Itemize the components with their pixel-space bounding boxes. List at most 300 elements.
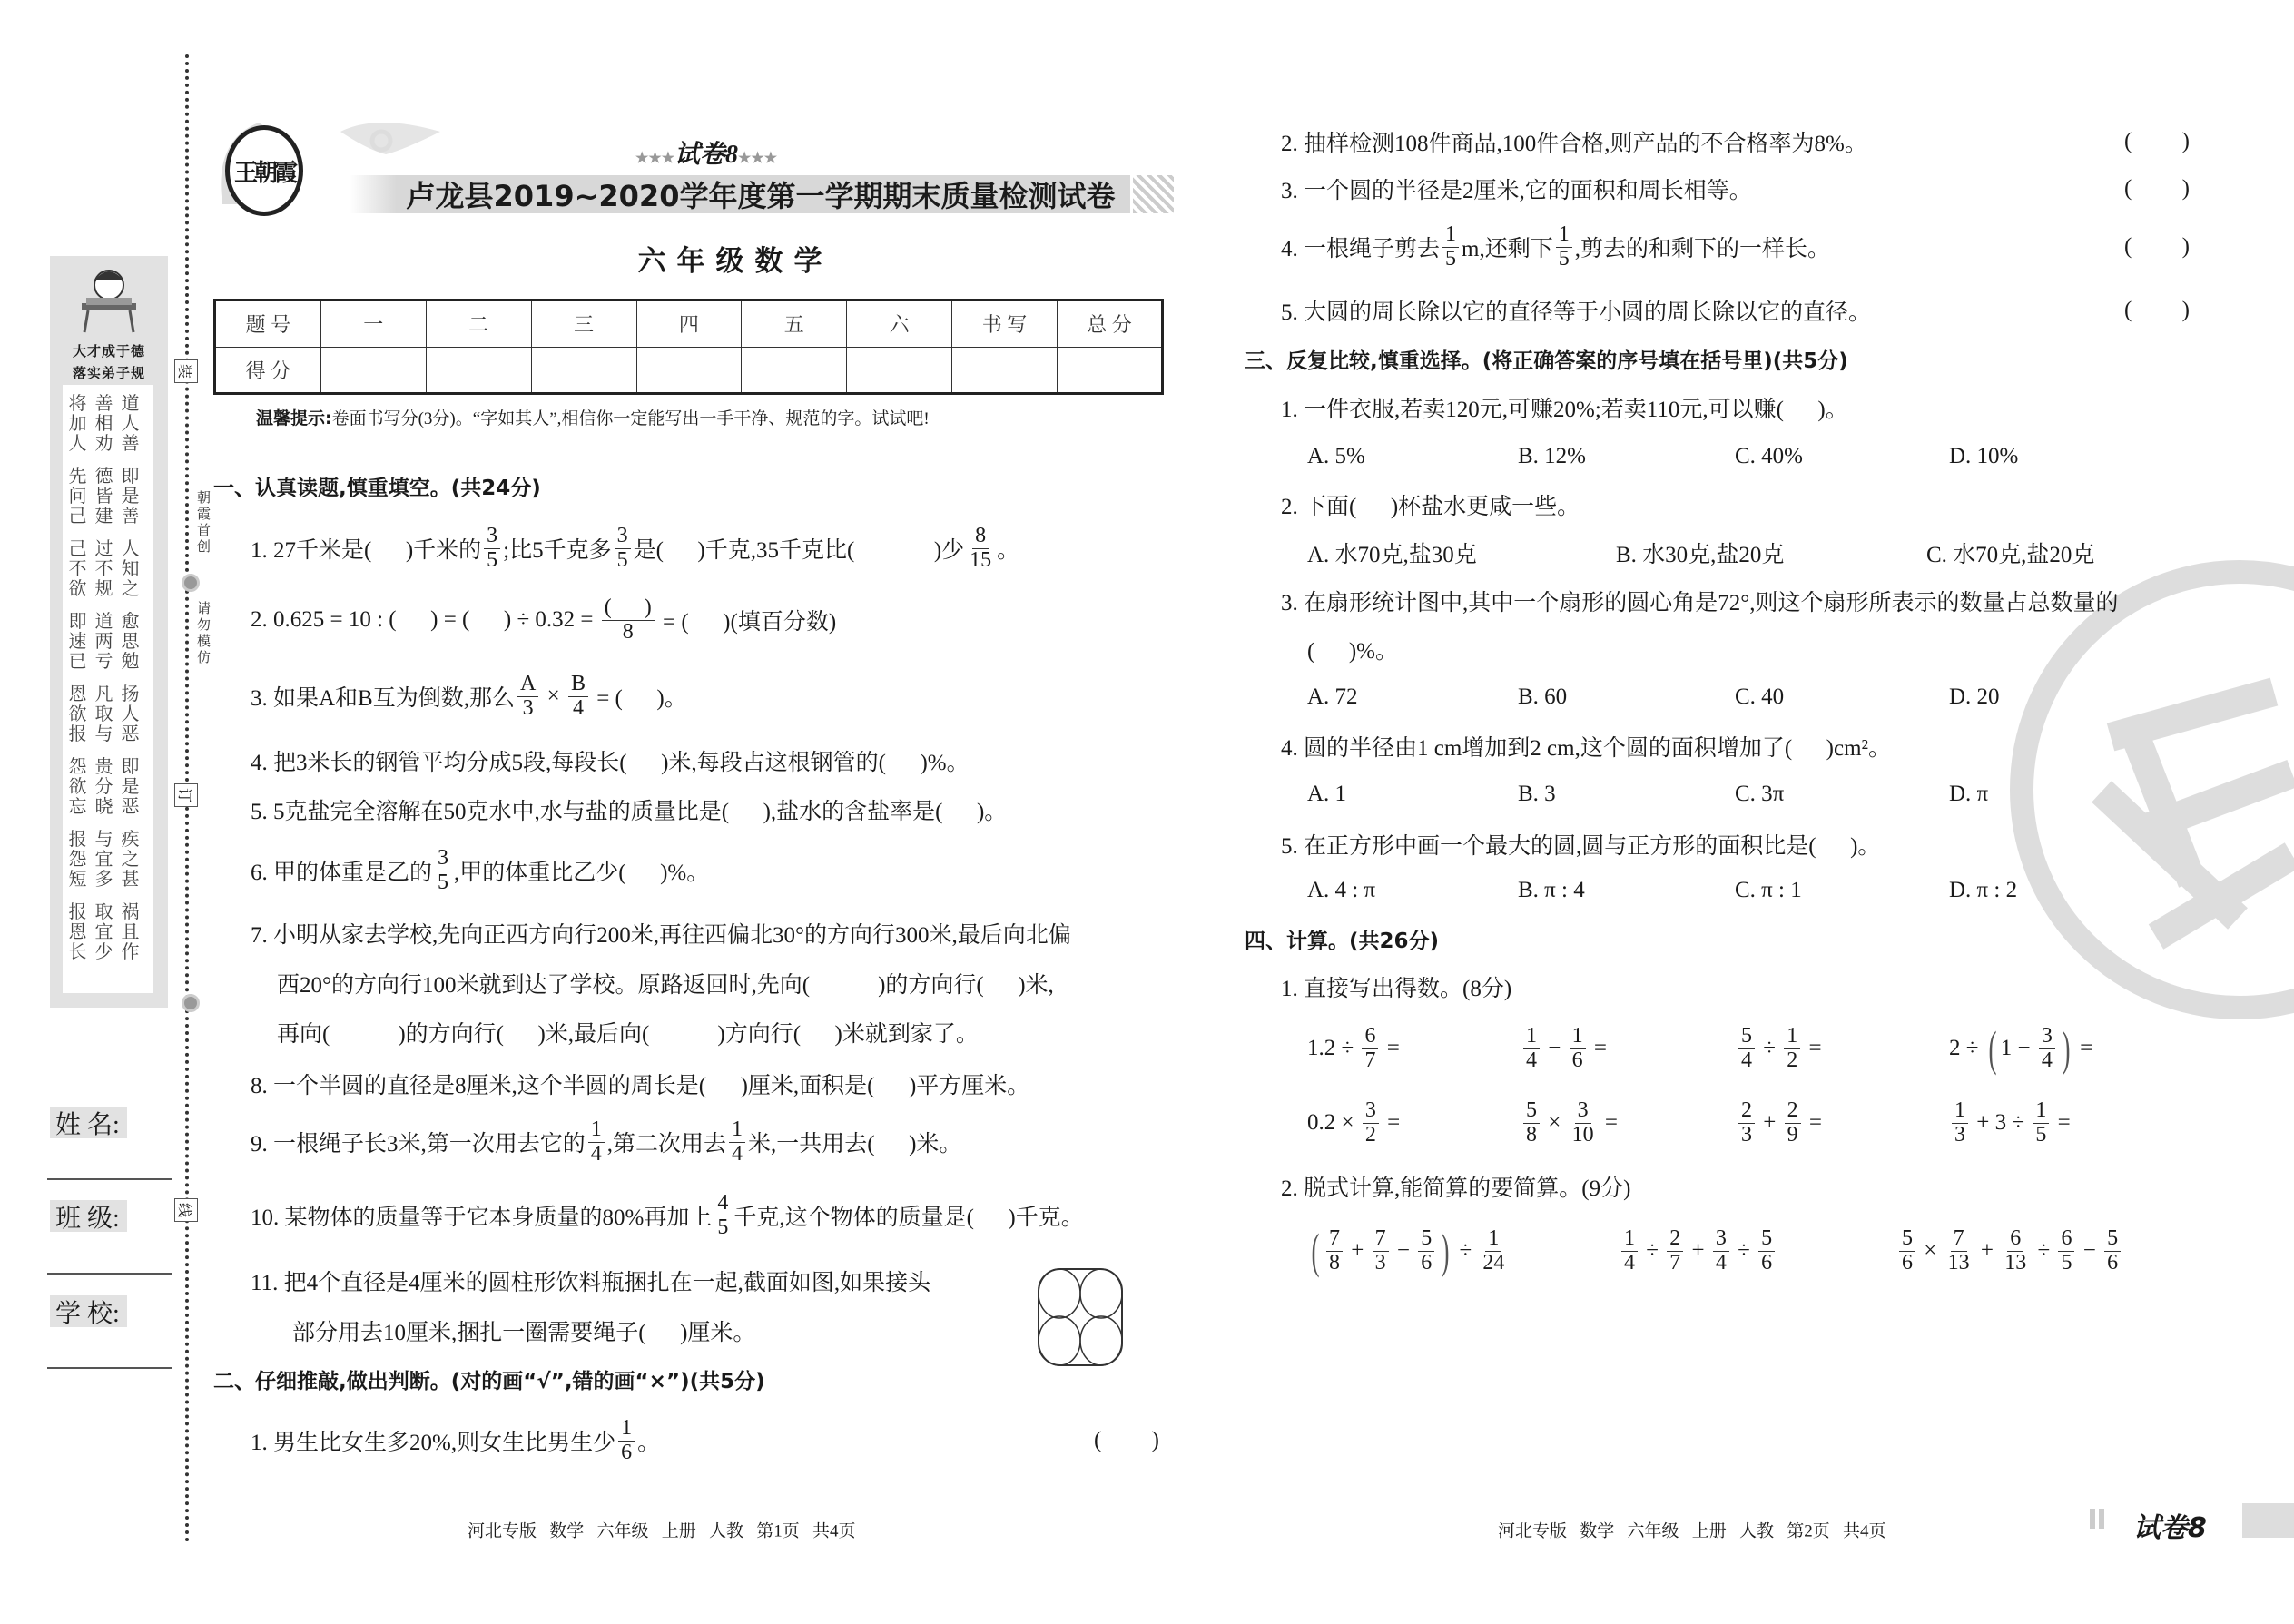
denominator: 8 <box>1328 1250 1340 1275</box>
text-segment: = <box>1803 1110 1822 1135</box>
denominator: 5 <box>2061 1250 2072 1275</box>
text-segment: 1. 直接写出得数。(8分) <box>1281 977 1512 1001</box>
text-segment: ÷ <box>1453 1238 1478 1263</box>
text-segment: × <box>541 684 566 708</box>
poem-stanza <box>68 539 148 599</box>
poem-row: 恩宜且 <box>68 922 148 942</box>
text-segment: m,还剩下 <box>1462 237 1553 261</box>
paren-open: ( <box>2124 176 2132 201</box>
text-segment: − <box>1391 1238 1416 1263</box>
big-paren: ) <box>2062 1021 2071 1076</box>
choice-option[interactable]: C. 40 <box>1735 684 1785 709</box>
text-segment: = ( )。 <box>590 686 687 711</box>
text-segment: 2. 脱式计算,能简算的要简算。(9分) <box>1281 1176 1631 1201</box>
text-segment: 4. 一根绳子剪去 <box>1281 237 1441 261</box>
numerator: 3 <box>435 847 451 871</box>
poem-row: 欲规之 <box>68 579 148 599</box>
numerator: 3 <box>615 525 631 548</box>
fraction <box>1362 1025 1378 1071</box>
score-input-cell[interactable] <box>636 347 742 394</box>
denominator: 5 <box>487 547 498 572</box>
fraction <box>568 673 588 719</box>
score-header-cell: 四 <box>636 300 742 348</box>
choice-option[interactable]: D. π <box>1949 782 1989 806</box>
poem-stanza <box>68 394 148 454</box>
fraction <box>1442 223 1459 270</box>
tip-label: 温馨提示: <box>256 408 332 428</box>
denominator: 10 <box>1571 1122 1594 1147</box>
fraction <box>1570 1025 1586 1071</box>
text-segment: 1. 男生比女生多20%,则女生比男生少 <box>251 1431 616 1455</box>
fraction <box>435 847 451 893</box>
swirl-icon <box>182 994 200 1012</box>
text-segment: × <box>1918 1238 1943 1263</box>
fraction <box>1667 1227 1683 1274</box>
score-header-cell: 题 号 <box>215 300 321 348</box>
page-footer-1: 河北专版 数学 六年级 上册 人教 第1页 共4页 <box>468 1521 856 1541</box>
paren-open: ( <box>2124 234 2132 259</box>
numerator: 2 <box>1738 1099 1755 1123</box>
poem-stanza <box>68 757 148 817</box>
fraction <box>714 1192 731 1238</box>
text-segment: = <box>1381 1110 1401 1135</box>
denominator: 4 <box>2041 1048 2053 1072</box>
fraction <box>729 1118 745 1165</box>
text-segment: ÷ <box>1757 1036 1782 1060</box>
poem-row: 欲分是 <box>68 777 148 797</box>
denominator: 4 <box>1715 1250 1727 1275</box>
denominator: 2 <box>1364 1122 1376 1147</box>
poem-stanza <box>68 902 148 962</box>
fraction <box>1570 1099 1597 1146</box>
fraction <box>1945 1227 1973 1274</box>
denominator: 5 <box>1445 246 1457 271</box>
poem-stanza <box>68 830 148 890</box>
text-segment: 。 <box>997 538 1020 563</box>
text-segment: 是( )千克,35千克比( )少 <box>633 538 965 563</box>
text-segment: 3. 一个圆的半径是2厘米,它的面积和周长相等。 <box>1281 179 1752 203</box>
section-4-heading: 四、计算。(共26分) <box>1245 929 1440 953</box>
fraction <box>1899 1227 1915 1274</box>
numerator: 1 <box>618 1417 635 1441</box>
poem-stanza <box>68 467 148 527</box>
choice-option[interactable]: B. π : 4 <box>1518 878 1585 902</box>
big-paren: ( <box>1988 1021 1997 1076</box>
numerator: 1 <box>1523 1025 1540 1048</box>
tag-gray-block <box>2242 1503 2294 1538</box>
vertical-note: 朝霞首创 <box>195 490 210 556</box>
fraction <box>517 673 538 719</box>
text-segment: 千克,这个物体的质量是( )千克。 <box>733 1206 1084 1230</box>
text-segment: 10. 某物体的质量等于它本身质量的80%再加上 <box>251 1206 713 1230</box>
choice-option[interactable]: A. 5% <box>1307 444 1365 468</box>
numerator: 3 <box>1713 1227 1729 1251</box>
choice-option[interactable]: B. 水30克,盐20克 <box>1616 543 1785 567</box>
name-input-line[interactable] <box>47 1178 172 1180</box>
denominator: 4 <box>732 1141 743 1166</box>
denominator: 4 <box>590 1141 602 1166</box>
poem-row: 报取祸 <box>68 902 148 922</box>
choice-option[interactable]: B. 3 <box>1518 782 1556 806</box>
denominator: 7 <box>1364 1048 1376 1072</box>
score-input-cell[interactable] <box>531 347 636 394</box>
fraction <box>1738 1099 1755 1146</box>
score-input-cell[interactable] <box>952 347 1058 394</box>
numerator: 7 <box>1326 1227 1343 1251</box>
big-paren: ( <box>1311 1224 1320 1278</box>
fraction <box>1784 1025 1800 1071</box>
fraction <box>2058 1227 2074 1274</box>
text-segment: − <box>1542 1036 1567 1060</box>
swirl-icon <box>182 574 200 592</box>
text-segment: 6. 甲的体重是乙的 <box>251 861 433 885</box>
fraction <box>1621 1227 1638 1274</box>
fraction <box>1713 1227 1729 1274</box>
fraction <box>588 1118 605 1165</box>
numerator: 1 <box>1621 1227 1638 1251</box>
denominator: 3 <box>522 695 534 720</box>
denominator: 6 <box>1761 1250 1773 1275</box>
denominator: 8 <box>622 619 634 644</box>
denominator: 4 <box>1624 1250 1635 1275</box>
numerator: 5 <box>1523 1099 1540 1123</box>
exam-number-title <box>635 134 777 171</box>
vertical-note: 请勿模仿 <box>195 601 210 666</box>
fraction <box>2104 1227 2121 1274</box>
score-header-cell: 一 <box>320 300 426 348</box>
denominator: 6 <box>1902 1250 1913 1275</box>
numerator: 1 <box>1442 223 1459 247</box>
text-segment: 7. 小明从家去学校,先向正西方向行200米,再往西偏北30°的方向行300米,最后向北偏 <box>251 923 1071 948</box>
exam-tag-footer: 试卷8 <box>2133 1512 2207 1544</box>
choice-option[interactable]: A. 1 <box>1307 782 1347 806</box>
text-segment: = <box>1381 1036 1400 1060</box>
paren-close: ) <box>2181 234 2190 259</box>
text-segment: 2. 0.625 = 10 : ( ) = ( ) ÷ 0.32 = <box>251 607 599 632</box>
numerator: 6 <box>1362 1025 1378 1048</box>
text-segment: 。 <box>637 1431 661 1455</box>
numerator: 3 <box>1575 1099 1591 1123</box>
score-header-cell: 六 <box>847 300 952 348</box>
four-circles-diagram <box>1037 1267 1124 1367</box>
choice-option[interactable]: A. 水70克,盐30克 <box>1307 543 1477 567</box>
poem-row: 不不知 <box>68 559 148 579</box>
text-segment: = <box>2073 1036 2093 1060</box>
text-segment: 1 − <box>2000 1036 2036 1060</box>
denominator: 6 <box>2107 1250 2119 1275</box>
numerator: 5 <box>1418 1227 1434 1251</box>
score-header-cell: 二 <box>426 300 531 348</box>
score-table-score-row <box>215 347 1163 394</box>
text-segment: 5. 5克盐完全溶解在50克水中,水与盐的质量比是( ),盐水的含盐率是( )。 <box>251 800 1008 824</box>
star-decoration: ★★★ <box>635 151 675 166</box>
text-segment: 1. 一件衣服,若卖120元,可赚20%;若卖110元,可以赚( )。 <box>1281 398 1848 422</box>
motto-line: 落实弟子规 <box>72 365 145 381</box>
denominator: 6 <box>1421 1250 1433 1275</box>
choice-option[interactable]: D. 10% <box>1949 444 2019 468</box>
fraction <box>1363 1099 1379 1146</box>
section-3-heading: 三、反复比较,慎重选择。(将正确答案的序号填在括号里)(共5分) <box>1245 349 1848 373</box>
score-header-cell: 五 <box>742 300 847 348</box>
text-segment: 5. 大圆的周长除以它的直径等于小圆的周长除以它的直径。 <box>1281 300 1872 325</box>
poem-row: 怨贵即 <box>68 757 148 777</box>
confidential-watermark <box>2002 556 2294 1028</box>
denominator: 4 <box>572 695 584 720</box>
choice-option[interactable]: B. 12% <box>1518 444 1586 468</box>
text-segment: − <box>2077 1238 2102 1263</box>
text-segment: 米,一共用去( )米。 <box>748 1132 962 1156</box>
fraction <box>1523 1025 1540 1071</box>
numerator: A <box>517 673 538 696</box>
numerator: 5 <box>1758 1227 1775 1251</box>
score-header-cell: 书 写 <box>952 300 1058 348</box>
numerator: 8 <box>972 525 989 548</box>
paren-open: ( <box>2124 298 2132 322</box>
sidebar-motto-panel <box>50 256 168 1008</box>
numerator: 2 <box>1667 1227 1683 1251</box>
fraction <box>2002 1227 2029 1274</box>
choice-option[interactable]: A. 72 <box>1307 684 1358 709</box>
section-1-heading: 一、认真读题,慎重填空。(共24分) <box>213 476 541 500</box>
fraction <box>615 525 631 571</box>
fraction <box>1373 1227 1389 1274</box>
numerator: B <box>568 673 588 696</box>
poem-row: 已亏勉 <box>68 652 148 672</box>
poem-row: 报与疾 <box>68 830 148 850</box>
numerator: 1 <box>1784 1025 1800 1048</box>
score-table-header-row <box>215 300 1163 348</box>
text-segment: 2. 抽样检测108件商品,100件合格,则产品的不合格率为8%。 <box>1281 132 1867 156</box>
paren-open: ( <box>1094 1428 1102 1452</box>
score-input-cell[interactable] <box>320 347 426 394</box>
motto-line: 大才成于德 <box>72 343 145 359</box>
poem-row: 人劝善 <box>68 434 148 454</box>
numerator: 5 <box>1738 1025 1755 1048</box>
fraction <box>2033 1099 2049 1146</box>
numerator: 2 <box>1785 1099 1801 1123</box>
text-segment: 2 ÷ <box>1949 1036 1984 1060</box>
numerator: 5 <box>2104 1227 2121 1251</box>
poem-row: 问皆是 <box>68 487 148 507</box>
text-segment: + <box>1344 1238 1370 1263</box>
numerator: 1 <box>2033 1099 2049 1123</box>
text-segment: 西20°的方向行100米就到达了学校。原路返回时,先向( )的方向行( )米, <box>277 973 1054 998</box>
exam-subtitle: 六年级数学 <box>637 245 833 278</box>
denominator: 7 <box>1669 1250 1681 1275</box>
exam-number: 试卷8 <box>674 141 739 169</box>
fraction <box>1758 1227 1775 1274</box>
paren-open: ( <box>2124 129 2132 153</box>
denominator: 5 <box>717 1215 729 1239</box>
binding-mark-zhuang: 装 <box>174 359 198 383</box>
poem-row: 长少作 <box>68 942 148 962</box>
text-segment: 1.2 ÷ <box>1307 1036 1360 1060</box>
denominator: 5 <box>2035 1122 2047 1147</box>
text-segment: ;比5千克多 <box>503 538 612 563</box>
text-segment: 1. 27千米是( )千米的 <box>251 538 482 563</box>
text-segment: ,甲的体重比乙少( )%。 <box>454 861 710 885</box>
denominator: 13 <box>2004 1250 2027 1275</box>
school-input-line[interactable] <box>47 1367 172 1369</box>
class-input-line[interactable] <box>47 1273 172 1275</box>
score-input-cell[interactable] <box>1058 347 1163 394</box>
text-segment: 2. 下面( )杯盐水更咸一些。 <box>1281 495 1580 519</box>
fraction <box>1952 1099 1968 1146</box>
choice-option[interactable]: D. π : 2 <box>1949 878 2018 902</box>
text-segment: ÷ <box>2032 1238 2056 1263</box>
fraction <box>967 525 994 571</box>
poem-row: 速两思 <box>68 632 148 652</box>
paren-close: ) <box>2181 129 2190 153</box>
text-segment: = <box>2052 1110 2071 1135</box>
paren-close: ) <box>2181 298 2190 322</box>
denominator: 13 <box>1947 1250 1970 1275</box>
paren-close: ) <box>2181 176 2190 201</box>
numerator: 3 <box>1363 1099 1379 1123</box>
numerator: 3 <box>484 525 500 548</box>
denominator: 8 <box>1526 1122 1537 1147</box>
poem-stanza <box>68 612 148 672</box>
text-segment: = <box>1803 1036 1822 1060</box>
poem-row: 加相人 <box>68 414 148 434</box>
text-segment: ,第二次用去 <box>606 1132 727 1156</box>
choice-option[interactable]: C. π : 1 <box>1735 878 1802 902</box>
score-row-label: 得 分 <box>215 347 321 394</box>
poem-row: 报与恶 <box>68 724 148 744</box>
text-segment: ÷ <box>1640 1238 1665 1263</box>
text-segment: × <box>1542 1110 1567 1135</box>
text-segment: 3. 在扇形统计图中,其中一个扇形的圆心角是72°,则这个扇形所表示的数量占总数量的 <box>1281 591 2119 615</box>
text-segment: 4. 把3米长的钢管平均分成5段,每段长( )米,每段占这根钢管的( )%。 <box>251 751 970 775</box>
school-label: 学 校: <box>50 1295 127 1327</box>
binding-mark-xian: 线 <box>174 1198 198 1222</box>
score-header-cell: 三 <box>531 300 636 348</box>
numerator: 1 <box>1556 223 1572 247</box>
poem-row: 己建善 <box>68 507 148 527</box>
denominator: 9 <box>1787 1122 1798 1147</box>
fraction <box>1326 1227 1343 1274</box>
text-segment: 11. 把4个直径是4厘米的圆柱形饮料瓶捆扎在一起,截面如图,如果接头 <box>251 1271 931 1295</box>
fraction <box>2039 1025 2055 1071</box>
poem-row: 短多甚 <box>68 870 148 890</box>
big-paren: ) <box>1441 1224 1450 1278</box>
binding-mark-ding: 订 <box>174 783 198 807</box>
text-segment: 4. 圆的半径由1 cm增加到2 cm,这个圆的面积增加了( )cm²。 <box>1281 736 1892 761</box>
denominator: 5 <box>1558 246 1570 271</box>
poem-row: 恩凡扬 <box>68 684 148 704</box>
text-segment: + <box>1757 1110 1782 1135</box>
fraction <box>1556 223 1572 270</box>
denominator: 6 <box>1571 1048 1583 1072</box>
fraction <box>1480 1227 1507 1274</box>
numerator: 7 <box>1373 1227 1389 1251</box>
choice-option[interactable]: C. 40% <box>1735 444 1803 468</box>
denominator: 5 <box>438 870 449 894</box>
fraction <box>618 1417 635 1463</box>
name-label: 姓 名: <box>50 1107 127 1138</box>
score-table <box>213 299 1164 395</box>
text-segment: 部分用去10厘米,捆扎一圈需要绳子( )厘米。 <box>292 1321 756 1345</box>
text-segment: 0.2 × <box>1307 1110 1360 1135</box>
tip-text: 卷面书写分(3分)。“字如其人”,相信你一定能写出一手干净、规范的字。试试吧! <box>331 408 930 428</box>
brand-logo-seal <box>225 125 303 216</box>
choice-option[interactable]: C. 3π <box>1735 782 1785 806</box>
text-segment: 9. 一根绳子长3米,第一次用去它的 <box>251 1132 586 1156</box>
page-footer-2: 河北专版 数学 六年级 上册 人教 第2页 共4页 <box>1498 1521 1886 1541</box>
denominator: 24 <box>1482 1250 1505 1275</box>
tag-pattern <box>2090 1509 2108 1529</box>
choice-option[interactable]: A. 4 : π <box>1307 878 1376 902</box>
star-decoration: ★★★ <box>738 151 778 166</box>
denominator: 3 <box>1954 1122 1965 1147</box>
score-input-cell[interactable] <box>426 347 531 394</box>
denominator: 6 <box>621 1440 633 1464</box>
poem-row: 己过人 <box>68 539 148 559</box>
dizigui-poem <box>63 385 153 993</box>
denominator: 3 <box>1741 1122 1752 1147</box>
numerator: 5 <box>1899 1227 1915 1251</box>
text-segment: ,剪去的和剩下的一样长。 <box>1574 237 1830 261</box>
text-segment: 5. 在正方形中画一个最大的圆,圆与正方形的面积比是( )。 <box>1281 834 1881 859</box>
numerator: 1 <box>588 1118 605 1142</box>
poem-row: 忘晓恶 <box>68 797 148 817</box>
text-segment: ÷ <box>1731 1238 1757 1263</box>
choice-option[interactable]: D. 20 <box>1949 684 2000 709</box>
numerator: ( ) <box>602 596 655 620</box>
exam-main-title: 卢龙县2019~2020学年度第一学期期末质量检测试卷 <box>406 179 1116 213</box>
poem-row: 怨宜之 <box>68 850 148 870</box>
numerator: 3 <box>2039 1025 2055 1048</box>
poem-stanza <box>68 684 148 744</box>
text-segment: = ( )(填百分数) <box>656 610 837 635</box>
poem-row: 即道愈 <box>68 612 148 632</box>
student-reading-illustration <box>77 263 141 336</box>
text-segment: 再向( )的方向行( )米,最后向( )方向行( )米就到家了。 <box>277 1022 979 1047</box>
poem-row: 先德即 <box>68 467 148 487</box>
choice-option[interactable]: B. 60 <box>1518 684 1568 709</box>
numerator: 4 <box>714 1192 731 1216</box>
fraction <box>1738 1025 1755 1071</box>
fraction <box>602 596 655 643</box>
text-segment: = <box>1599 1110 1618 1135</box>
paren-close: ) <box>1151 1428 1159 1452</box>
text-segment: + 3 ÷ <box>1971 1110 2031 1135</box>
denominator: 4 <box>1526 1048 1537 1072</box>
logo-lettering: 王朝霞 <box>233 159 294 187</box>
numerator: 1 <box>729 1118 745 1142</box>
class-label: 班 级: <box>50 1200 127 1232</box>
score-input-cell[interactable] <box>847 347 952 394</box>
choice-option[interactable]: C. 水70克,盐20克 <box>1926 543 2095 567</box>
numerator: 1 <box>1952 1099 1968 1123</box>
denominator: 5 <box>616 547 628 572</box>
text-segment: + <box>1686 1238 1710 1263</box>
text-segment: ( )%。 <box>1307 639 1398 664</box>
text-segment: 3. 如果A和B互为倒数,那么 <box>251 686 515 711</box>
fraction <box>1523 1099 1540 1146</box>
text-segment: 8. 一个半圆的直径是8厘米,这个半圆的周长是( )厘米,面积是( )平方厘米。 <box>251 1074 1030 1098</box>
fraction <box>1785 1099 1801 1146</box>
section-2-heading: 二、仔细推敲,做出判断。(对的画“√”,错的画“×”)(共5分) <box>213 1369 765 1393</box>
poem-row: 欲取人 <box>68 704 148 724</box>
score-input-cell[interactable] <box>742 347 847 394</box>
fraction <box>1418 1227 1434 1274</box>
numerator: 6 <box>2007 1227 2023 1251</box>
numerator: 7 <box>1951 1227 1967 1251</box>
denominator: 3 <box>1374 1250 1386 1275</box>
text-segment: = <box>1588 1036 1607 1060</box>
denominator: 15 <box>970 547 992 572</box>
